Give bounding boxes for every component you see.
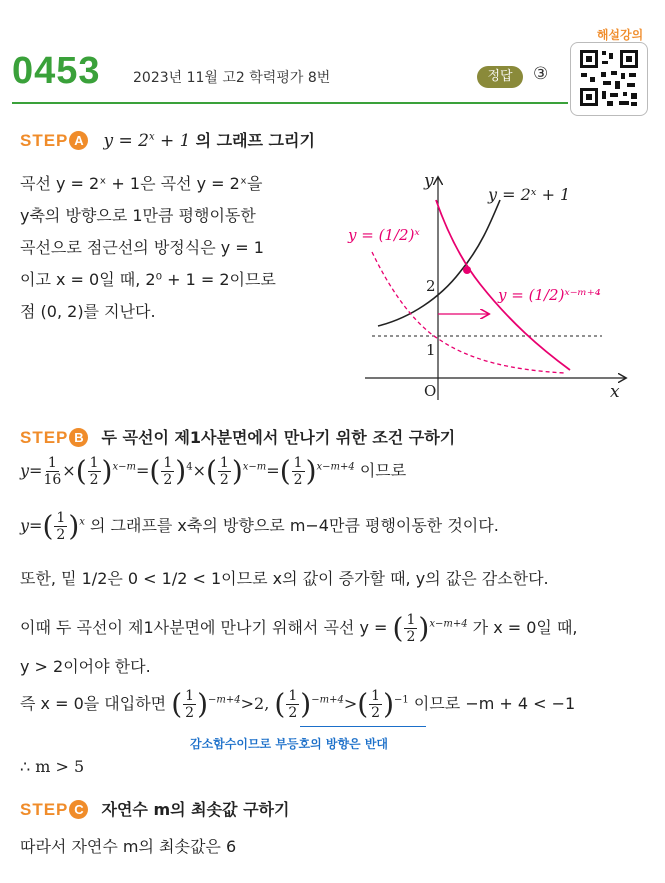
step-b-title: 두 곡선이 제1사분면에서 만나기 위한 조건 구하기 (101, 428, 456, 447)
note-underline (300, 726, 426, 727)
note-text: 감소함수이므로 부등호의 방향은 반대 (190, 737, 389, 751)
header-rule (12, 102, 568, 104)
step-b-line-5: y > 2이어야 한다. (20, 657, 151, 676)
step-b-label: STEP B (20, 428, 88, 447)
qr-code-icon[interactable] (570, 42, 648, 116)
curve-pink-dashed-label: y = (1/2)ˣ (348, 226, 420, 244)
step-c-heading (20, 797, 289, 820)
step-b-line-4: 이때 두 곡선이 제1사분면에 만나기 위해서 곡선 y = ( $\frac{1}{2}$ )$^{x-m+4}$ 가 x = 0일 때, (20, 611, 578, 645)
tick-1-label: 1 (426, 341, 436, 359)
step-c-title: 자연수 m의 최솟값 구하기 (101, 800, 290, 819)
problem-source: 2023년 11월 고2 학력평가 8번 (133, 70, 331, 86)
answer-badge: 정답 (477, 66, 523, 88)
curve-black-label: y = 2ˣ + 1 (488, 185, 571, 204)
step-b-line-1: y= $\frac{1}{16}$ ×( $\frac{1}{2}$ )$^{x-m}$=( $\frac{1}{2}$ )$^4$×( $\frac{1}{2}$ )$^{x-m}$=( $\frac{1}{2}$ )$^{x-m+4}$ 이므로 (20, 454, 407, 488)
x-axis-label: x (610, 382, 620, 402)
step-a-title: 의 그래프 그리기 (195, 131, 315, 150)
final-answer: 따라서 자연수 m의 최솟값은 6 (20, 837, 237, 856)
step-a-label: STEP A (20, 131, 88, 150)
step-a-line-3: 곡선으로 점근선의 방정식은 y = 1 (20, 238, 264, 257)
step-b-line-6: 즉 x = 0을 대입하면 ( $\frac{1}{2}$ )$^{-m+4}$>2, ( $\frac{1}{2}$ )$^{-m+4}$>( $\frac{1}{2}$ )$^{-1}$ 이므로 −m + 4 < −1 (20, 687, 576, 721)
step-b-line-3: 또한, 밑 1/2은 0 < 1/2 < 1이므로 x의 값이 증가할 때, y의 값은 감소한다. (20, 569, 549, 588)
step-b-line-2: y=( $\frac{1}{2}$ )$^x$ 의 그래프를 x축의 방향으로 m−4만큼 평행이동한 것이다. (20, 509, 499, 543)
tick-2-label: 2 (426, 277, 436, 295)
origin-label: O (424, 382, 437, 400)
step-a-line-1: 곡선 y = 2ˣ + 1은 곡선 y = 2ˣ을 (20, 174, 263, 193)
conclusion: ∴ m > 5 (20, 757, 85, 776)
function-graph (340, 160, 640, 410)
curve-exponential-black (378, 200, 500, 326)
y-axis-label: y (424, 171, 434, 191)
intersection-point (463, 266, 471, 274)
step-b-heading (20, 425, 455, 448)
problem-number: 0453 (12, 50, 101, 92)
answer-value: ③ (533, 64, 549, 84)
step-a-heading (20, 128, 315, 151)
step-a-line-2: y축의 방향으로 1만큼 평행이동한 (20, 206, 256, 225)
curve-pink-solid-label: y = (1/2)ˣ⁻ᵐ⁺⁴ (498, 286, 601, 304)
step-a-line-4: 이고 x = 0일 때, 2⁰ + 1 = 2이므로 (20, 270, 276, 289)
qr-caption: 해설강의 (596, 28, 644, 42)
curve-half-shifted (436, 200, 570, 370)
step-a-line-5: 점 (0, 2)를 지난다. (20, 302, 156, 321)
step-a-title-math: $y = 2^x + 1$ (103, 131, 191, 151)
step-c-label: STEP C (20, 800, 88, 819)
